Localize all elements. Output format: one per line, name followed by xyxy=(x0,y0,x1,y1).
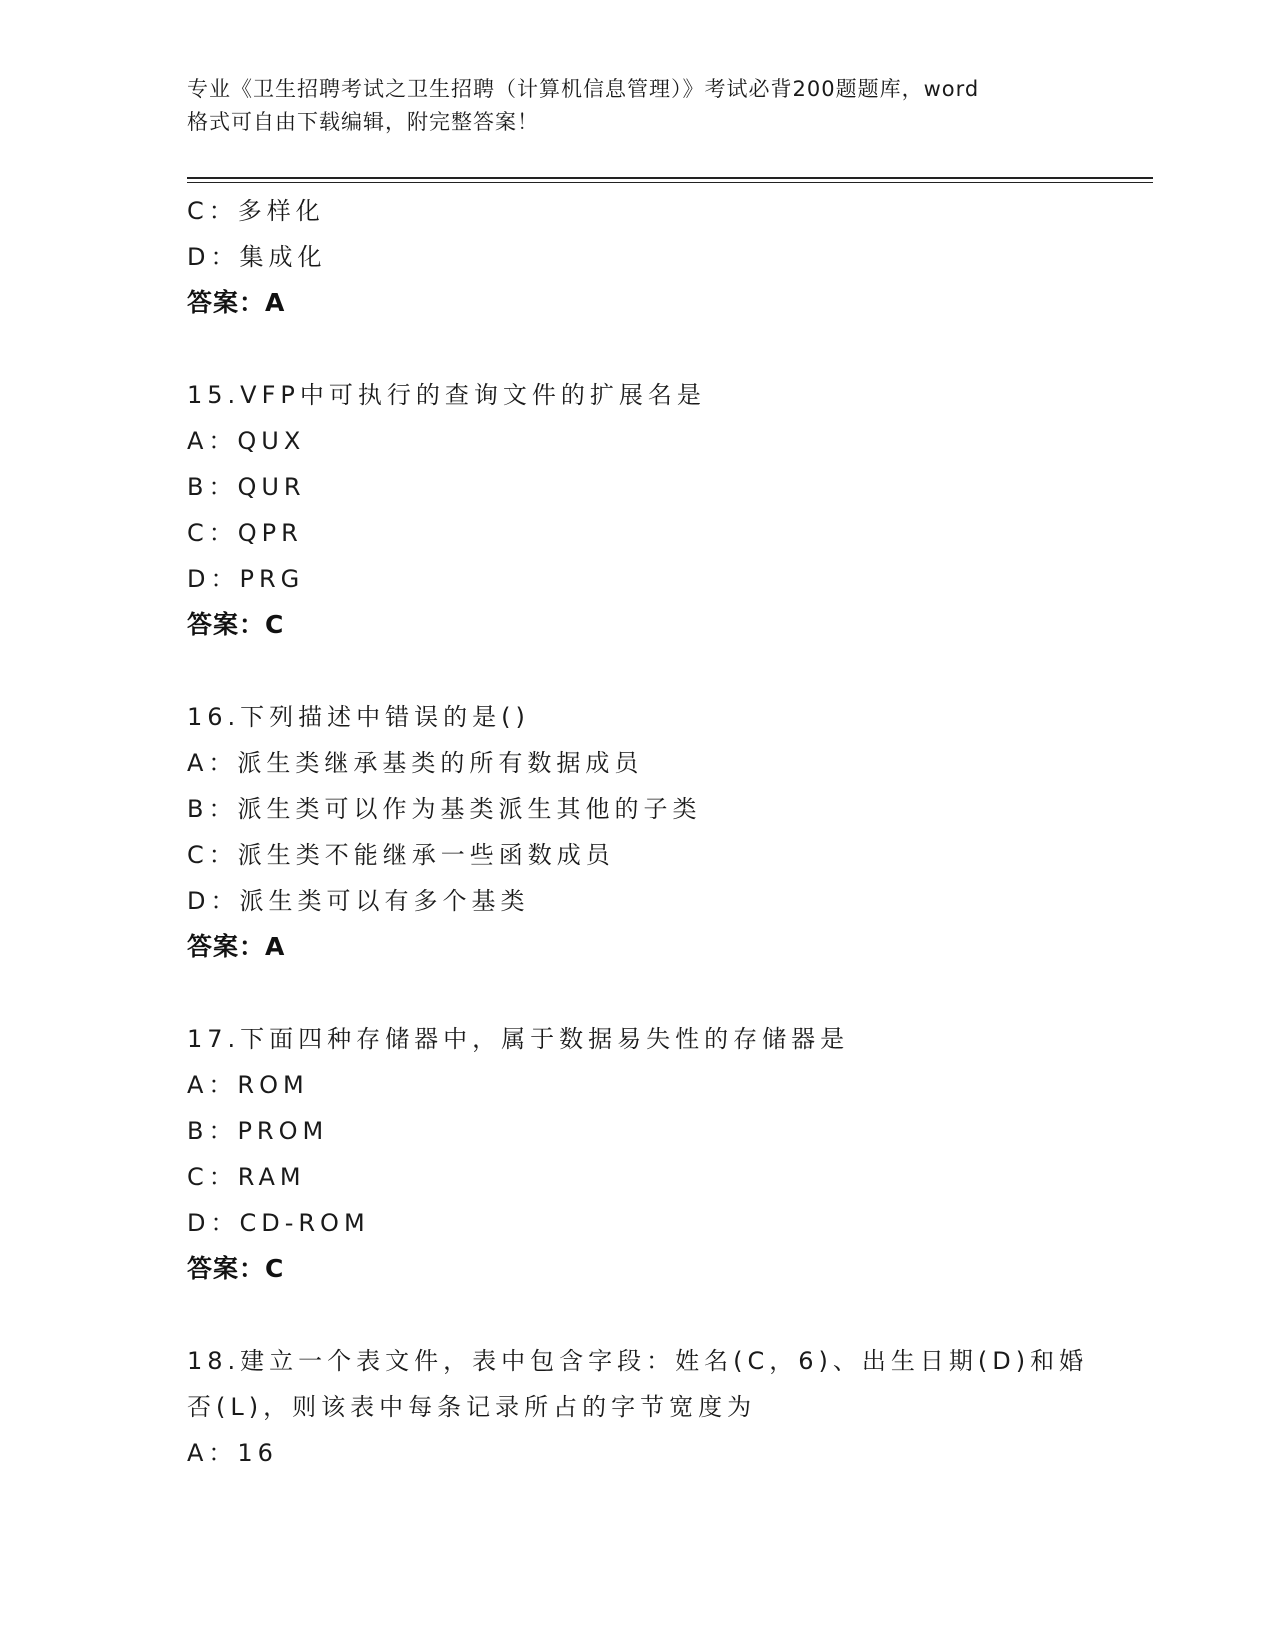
question-text: 17.下面四种存储器中，属于数据易失性的存储器是 xyxy=(187,1025,850,1053)
option-a: A：派生类继承基类的所有数据成员 xyxy=(187,749,644,777)
spacer xyxy=(187,1292,1087,1338)
option-a: A：16 xyxy=(187,1439,278,1467)
question-block-18 xyxy=(187,1338,1087,1476)
answer-line: 答案：A xyxy=(187,288,286,317)
option-d: D：CD-ROM xyxy=(187,1209,370,1237)
spacer xyxy=(187,648,1087,694)
question-text: 15.VFP中可执行的查询文件的扩展名是 xyxy=(187,381,706,409)
answer-line: 答案：C xyxy=(187,610,285,639)
question-block-15 xyxy=(187,372,1087,648)
question-list xyxy=(187,188,1087,1476)
header-line-1: 专业《卫生招聘考试之卫生招聘（计算机信息管理）》考试必背200题题库，word xyxy=(187,77,980,101)
document-header xyxy=(187,73,1087,139)
header-divider-thick xyxy=(187,177,1153,179)
spacer xyxy=(187,970,1087,1016)
option-b: B：派生类可以作为基类派生其他的子类 xyxy=(187,795,702,823)
option-d: D：集成化 xyxy=(187,243,327,271)
option-c: C：RAM xyxy=(187,1163,306,1191)
option-d: D：派生类可以有多个基类 xyxy=(187,887,530,915)
header-line-2: 格式可自由下载编辑，附完整答案！ xyxy=(187,110,539,134)
option-a: A：ROM xyxy=(187,1071,309,1099)
option-c: C：派生类不能继承一些函数成员 xyxy=(187,841,615,869)
option-d: D：PRG xyxy=(187,565,305,593)
option-b: B：QUR xyxy=(187,473,306,501)
question-text: 16.下列描述中错误的是() xyxy=(187,703,530,731)
question-text-line-2: 否(L)，则该表中每条记录所占的字节宽度为 xyxy=(187,1393,757,1421)
header-divider-thin xyxy=(187,182,1153,183)
option-c: C：QPR xyxy=(187,519,303,547)
question-block-16 xyxy=(187,694,1087,970)
question-block-17 xyxy=(187,1016,1087,1292)
answer-line: 答案：A xyxy=(187,932,286,961)
spacer xyxy=(187,326,1087,372)
answer-line: 答案：C xyxy=(187,1254,285,1283)
option-c: C：多样化 xyxy=(187,197,325,225)
option-a: A：QUX xyxy=(187,427,306,455)
question-text-line-1: 18.建立一个表文件，表中包含字段：姓名(C，6)、出生日期(D)和婚 xyxy=(187,1347,1089,1375)
question-block-14 xyxy=(187,188,1087,326)
option-b: B：PROM xyxy=(187,1117,329,1145)
